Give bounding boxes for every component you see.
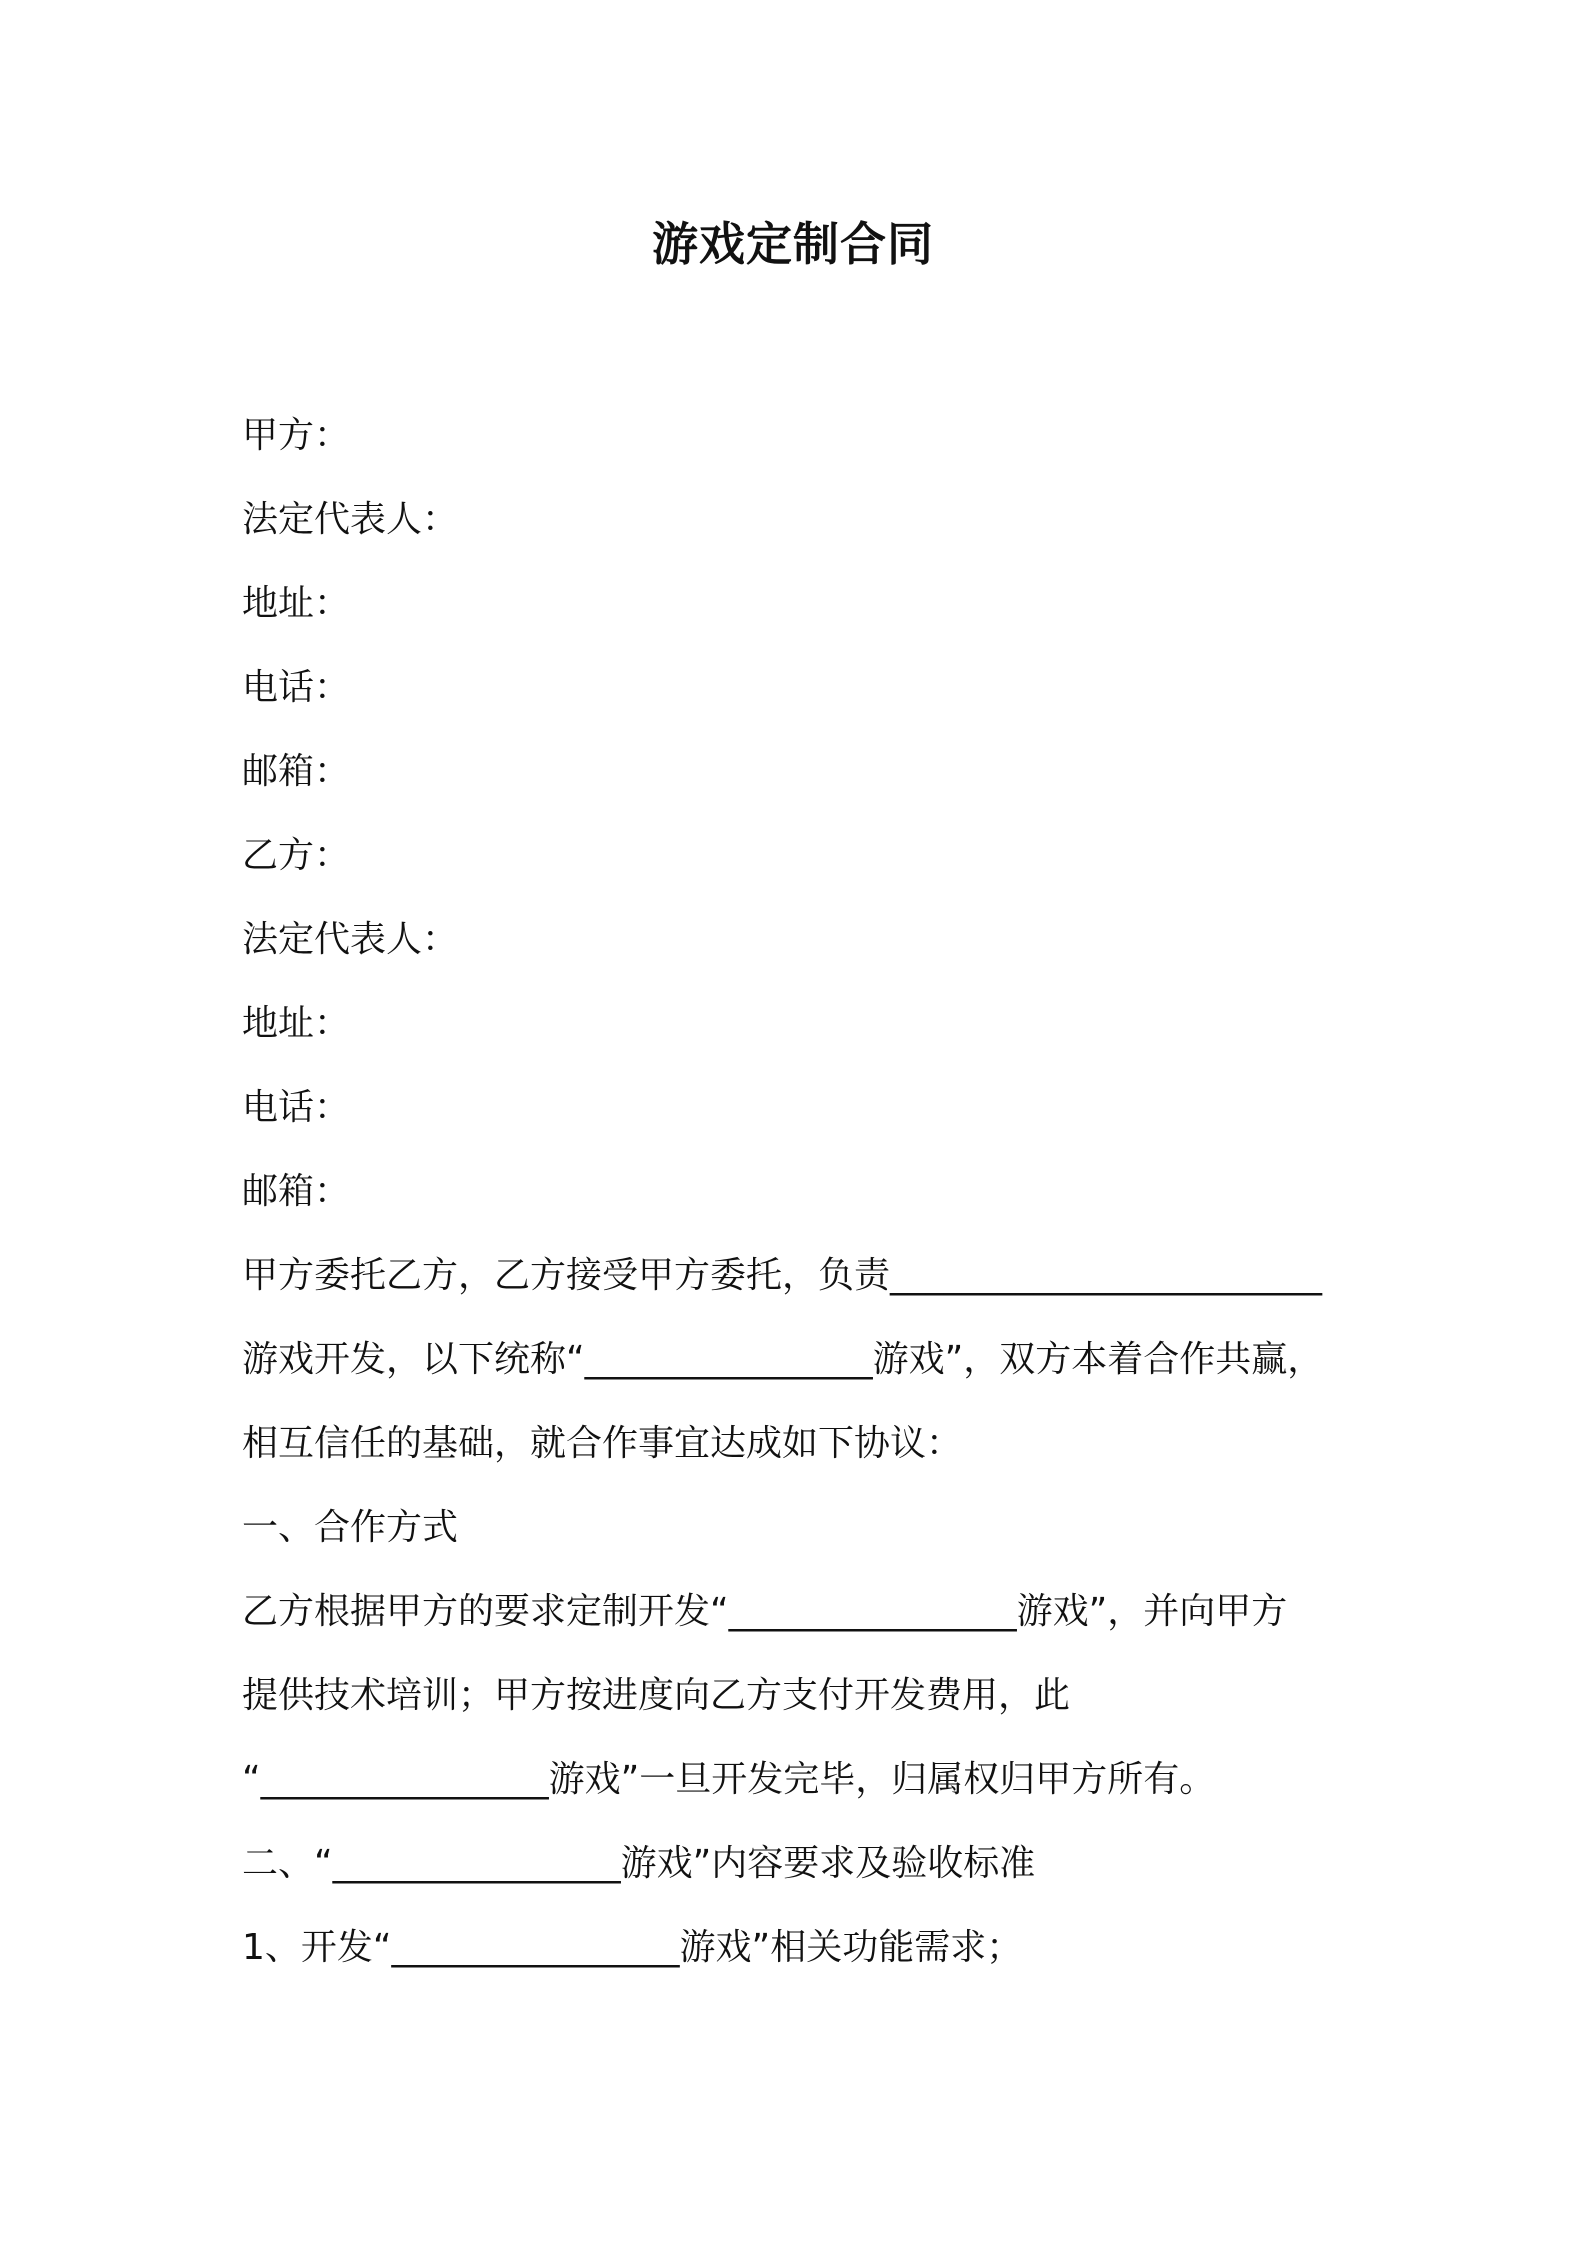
party-b-phone: 电话： — [242, 1087, 351, 1128]
party-a-label: 甲方： — [242, 415, 351, 456]
party-b-representative: 法定代表人： — [242, 919, 459, 960]
section-1-paragraph-line-2: 提供技术培训；甲方按进度向乙方支付开发费用，此 — [242, 1675, 1071, 1716]
party-b-email: 邮箱： — [242, 1171, 351, 1212]
intro-paragraph-line-1: 甲方委托乙方，乙方接受甲方委托，负责________________________ — [242, 1255, 1323, 1296]
intro-paragraph-line-2: 游戏开发，以下统称“________________游戏”，双方本着合作共赢， — [242, 1339, 1324, 1380]
section-1-paragraph-line-3: “________________游戏”一旦开发完毕，归属权归甲方所有。 — [242, 1759, 1216, 1800]
party-b-label: 乙方： — [242, 835, 351, 876]
section-1-heading: 一、合作方式 — [242, 1507, 459, 1548]
section-1-paragraph-line-1: 乙方根据甲方的要求定制开发“________________游戏”，并向甲方 — [242, 1591, 1288, 1632]
party-a-address: 地址： — [242, 583, 351, 624]
party-a-representative: 法定代表人： — [242, 499, 459, 540]
party-b-address: 地址： — [242, 1003, 351, 1044]
section-2-item-1: 1、开发“________________游戏”相关功能需求； — [242, 1927, 1023, 1968]
document-title: 游戏定制合同 — [652, 217, 934, 271]
party-a-phone: 电话： — [242, 667, 351, 708]
intro-paragraph-line-3: 相互信任的基础，就合作事宜达成如下协议： — [242, 1423, 963, 1464]
section-2-heading: 二、“________________游戏”内容要求及验收标准 — [242, 1843, 1036, 1884]
party-a-email: 邮箱： — [242, 751, 351, 792]
